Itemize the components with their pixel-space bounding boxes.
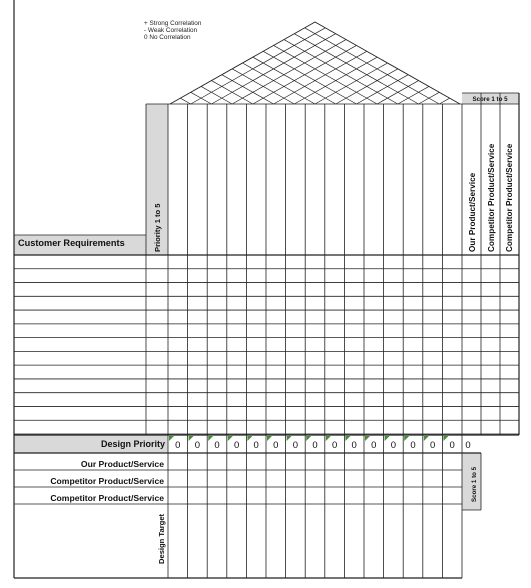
legend-weak: - Weak Correlation xyxy=(144,27,198,34)
design-priority-value: 0 xyxy=(175,440,181,451)
roof-lattice-line xyxy=(284,40,398,104)
roof-lattice-line xyxy=(191,28,326,104)
design-priority-value: 0 xyxy=(194,440,201,451)
design-priority-value: 0 xyxy=(390,440,397,451)
formula-marker xyxy=(326,436,331,441)
design-priority-value: 0 xyxy=(331,440,338,451)
design-priority-values xyxy=(169,436,471,451)
design-priority-value: 0 xyxy=(214,440,220,451)
score-side-label: Score 1 to 5 xyxy=(471,466,478,502)
formula-marker xyxy=(189,436,194,441)
formula-marker xyxy=(365,436,370,441)
roof-lattice-line xyxy=(243,63,316,104)
formula-marker xyxy=(228,436,233,441)
design-priority-value: 0 xyxy=(465,440,471,451)
competitor-column-a: Competitor Product/Service xyxy=(487,143,496,252)
design-priority-value: 0 xyxy=(312,440,318,451)
competitor-column-our: Our Product/Service xyxy=(468,172,477,252)
design-priority-value: 0 xyxy=(233,440,240,451)
design-priority-label: Design Priority xyxy=(100,439,165,449)
formula-marker xyxy=(287,436,292,441)
formula-marker xyxy=(345,436,350,441)
score-header: Score 1 to 5 xyxy=(472,96,508,103)
legend-none: 0 No Correlation xyxy=(144,34,191,41)
bottom-row-competitor-b: Competitor Product/Service xyxy=(50,493,164,503)
roof-lattice-line xyxy=(315,63,388,104)
roof-lattice-line xyxy=(222,75,274,104)
formula-marker xyxy=(424,436,429,441)
correlation-roof xyxy=(170,22,460,104)
formula-marker xyxy=(169,436,174,441)
roof-lattice-line xyxy=(356,75,408,104)
grid-lines xyxy=(14,0,519,578)
formula-marker xyxy=(443,436,448,441)
priority-header: Priority 1 to 5 xyxy=(153,203,162,252)
bottom-row-our: Our Product/Service xyxy=(80,459,164,469)
design-priority-value: 0 xyxy=(429,440,436,451)
customer-requirements-label: Customer Requirements xyxy=(18,238,125,248)
header-fills xyxy=(14,93,519,510)
design-priority-value: 0 xyxy=(410,440,416,451)
roof-lattice-line xyxy=(232,40,346,104)
design-priority-value: 0 xyxy=(449,440,455,451)
design-priority-value: 0 xyxy=(351,440,357,451)
roof-lattice-line xyxy=(439,98,449,104)
bottom-row-competitor-a: Competitor Product/Service xyxy=(50,476,164,486)
formula-marker xyxy=(404,436,409,441)
formula-marker xyxy=(267,436,272,441)
formula-marker xyxy=(208,436,213,441)
design-priority-value: 0 xyxy=(371,440,377,451)
roof-lattice-line xyxy=(263,51,356,104)
formula-marker xyxy=(306,436,311,441)
roof-lattice-line xyxy=(274,51,367,104)
roof-lattice-line xyxy=(180,98,190,104)
legend-strong: + Strong Correlation xyxy=(144,20,202,27)
design-target-label: Design Target xyxy=(157,513,166,564)
design-priority-value: 0 xyxy=(253,440,259,451)
design-priority-value: 0 xyxy=(292,440,299,451)
formula-marker xyxy=(247,436,252,441)
competitor-column-b: Competitor Product/Service xyxy=(505,143,514,252)
formula-marker xyxy=(385,436,390,441)
roof-outline xyxy=(170,22,460,104)
design-priority-value: 0 xyxy=(273,440,279,451)
roof-lattice-line xyxy=(305,28,440,104)
